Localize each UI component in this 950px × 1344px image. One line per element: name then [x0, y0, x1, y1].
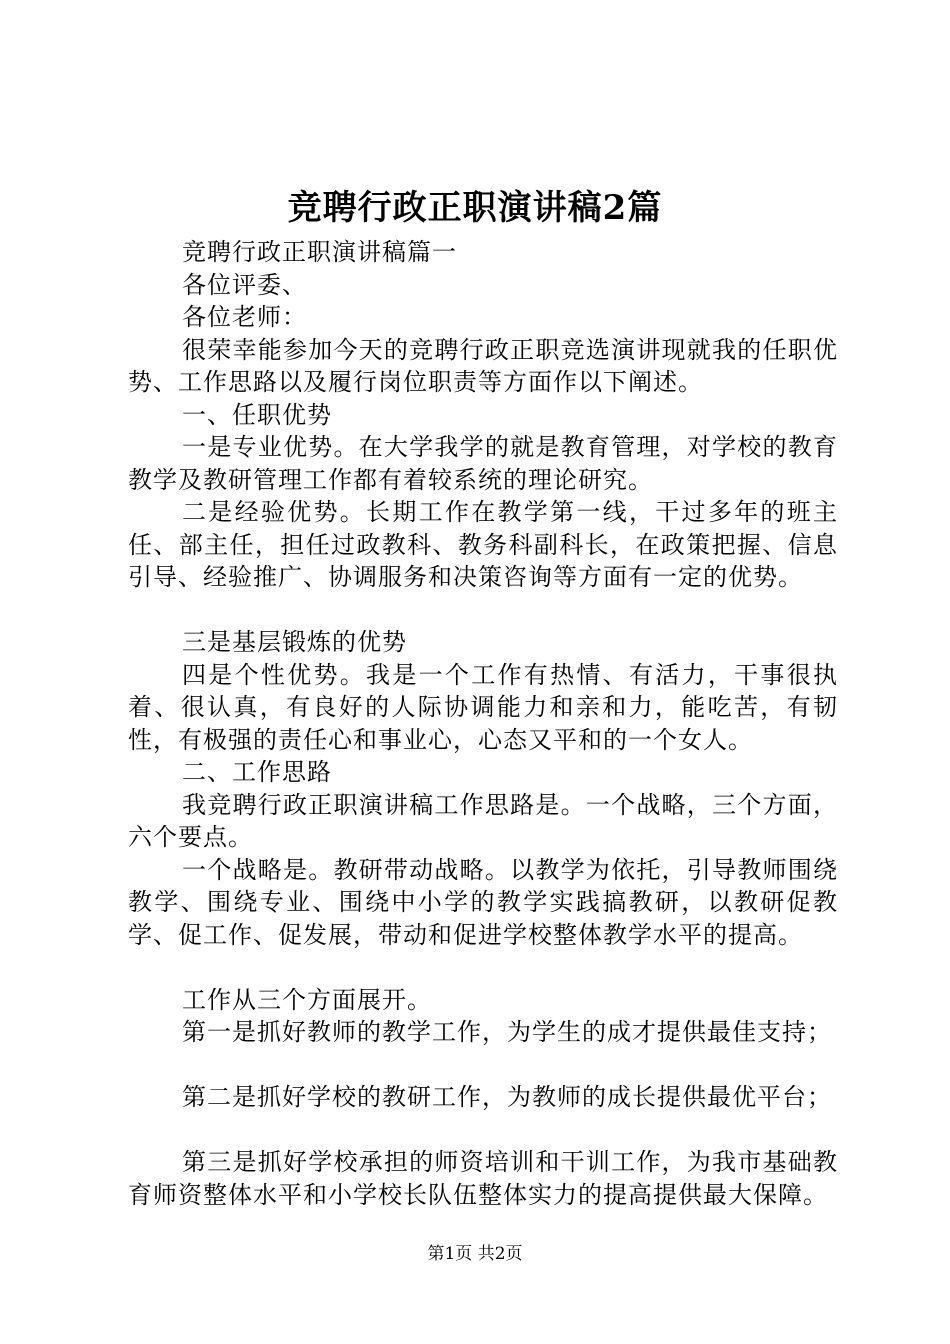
paragraph-aspect-two: 第二是抓好学校的教研工作，为教师的成长提供最优平台； [182, 1083, 832, 1111]
document-body [128, 236, 838, 1211]
paragraph-subtitle: 竞聘行政正职演讲稿篇一 [182, 238, 457, 266]
paragraph-advantage-personality: 四是个性优势。我是一个工作有热情、有活力，干事很执着、很认真，有良好的人际协调能力和亲和力，能吃苦，有韧性，有极强的责任心和事业心，心态又平和的一个女人。 [128, 660, 838, 754]
page-title: 竞聘行政正职演讲稿2篇 [287, 188, 663, 228]
paragraph-aspect-three: 第三是抓好学校承担的师资培训和干训工作，为我市基础教育师资整体水平和小学校长队伍整体实力的提高提供最大保障。 [128, 1148, 838, 1209]
paragraph-advantage-professional: 一是专业优势。在大学我学的就是教育管理，对学校的教育教学及教研管理工作都有着较系统的理论研究。 [128, 433, 838, 494]
section-heading-work-ideas: 二、工作思路 [182, 758, 332, 786]
paragraph-aspect-one: 第一是抓好教师的教学工作，为学生的成才提供最佳支持； [182, 1018, 832, 1046]
paragraph-strategy: 一个战略是。教研带动战略。以教学为依托，引导教师围绕教学、围绕专业、围绕中小学的教学实践搞教研，以教研促教学、促工作、促发展，带动和促进学校整体教学水平的提高。 [128, 855, 838, 949]
paragraph-advantage-experience: 二是经验优势。长期工作在教学第一线，干过多年的班主任、部主任，担任过政教科、教务科副科长，在政策把握、信息引导、经验推广、协调服务和决策咨询等方面有一定的优势。 [128, 498, 838, 591]
paragraph-advantage-grassroots: 三是基层锻炼的优势 [182, 628, 407, 656]
paragraph-intro: 很荣幸能参加今天的竞聘行政正职竞选演讲现就我的任职优势、工作思路以及履行岗位职责等方面作以下阐述。 [128, 335, 838, 396]
page-footer: 第1页 共2页 [427, 1244, 523, 1264]
paragraph-salutation-teachers: 各位老师： [182, 303, 307, 331]
section-heading-advantages: 一、任职优势 [182, 400, 332, 429]
paragraph-salutation-judges: 各位评委、 [182, 270, 307, 299]
paragraph-work-ideas-summary: 我竞聘行政正职演讲稿工作思路是。一个战略，三个方面，六个要点。 [128, 790, 838, 851]
paragraph-three-aspects: 工作从三个方面展开。 [182, 985, 432, 1014]
